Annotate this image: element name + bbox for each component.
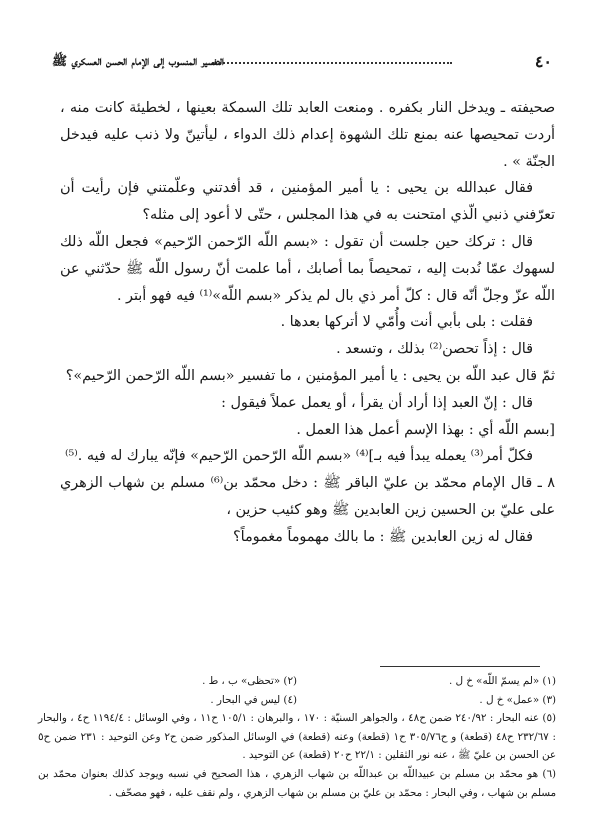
paragraph: قال : إذاً تحصن⁽²⁾ بذلك ، وتسعد . [336,341,533,358]
paragraph: [بسم اللّه أي : بهذا الإسم أعمل هذا العمل . [296,421,555,438]
footnote-row [38,691,556,710]
paragraph: فقال عبدالله بن يحيى : يا أمير المؤمنين ، قد أفدتني وعلّمتني فإن رأيت أن تعرّفني ذنبي الّذي امتحنت به في هذا المجلس ، حتّى لا أعود إلى مثله؟ [60,180,555,224]
footnote: (١) «لم يسمّ اللّه» خ ل . [448,675,556,687]
paragraph: ٨ ـ قال الإمام محمّد بن عليّ الباقر ﷺ : دخل محمّد بن⁽⁶⁾ مسلم بن شهاب الزهري على عليّ بن الحسين زين العابدين ﷺ وهو كئيب حزين ، [60,475,555,518]
paragraph: فقلت : بلى بأبي أنت وأُمّي لا أتركها بعدها . [280,314,533,331]
page-number: ٤٠ [534,52,552,71]
main-text [60,95,555,551]
footnotes [38,672,556,802]
footnote: (٥) عنه البحار : ٢٤٠/٩٢ ضمن ح٤٨ ، والجواهر السنيّة : ١٧٠ ، والبرهان : ١٠٥/١ ح١١ ، وفي الوسائل : ١١٩٤/٤ ح٤ ، والبحار : ٢٣٢/٦٧ ح٤٨ (قطعة) و ح٣٠٥/٧٦ ح١ (قطعة) وعنه (قطعة) في الوسائل المذكور ضمن ح٢ وعن التوحيد : ٢٣١ ضمن ح٥ عن الحسن بن عليّ ﷺ ، عنه نور الثقلين : ٢٢/١ ح٢٠ (قطعة) عن التوحيد . [38,712,557,762]
header-dotted-rule [212,62,452,64]
footnote: (٦) هو محمّد بن مسلم بن عبيداللّه بن عبداللّه بن شهاب الزهري ، هذا الصحيح في نسبه ويوجد كذلك بعنوان محمّد بن مسلم بن شهاب ، وفي البحار : محمّد بن عليّ بن مسلم بن شهاب الزهري ، ولم نقف عليه ، فهو مصحّف . [38,767,556,799]
paragraph: قال : تركك حين جلست أن تقول : «بسم اللّه الرّحمن الرّحيم» فجعل اللّه ذلك لسهوك عمّا نُدبت إليه ، تمحيصاً بما أصابك ، أما علمت أنّ رسول اللّه ﷺ حدّثني عن اللّه عزّ وجلّ أنّه قال : كلّ أمر ذي بال لم يذكر «بسم اللّه»⁽¹⁾ فيه فهو أبتر . [60,233,555,304]
footnote: (٤) ليس في البحار . [210,693,297,706]
paragraph: ثمّ قال عبد اللّه بن يحيى : يا أمير المؤمنين ، ما تفسير «بسم اللّه الرّحمن الرّحيم»؟ [65,367,555,384]
paragraph: صحيفته ـ ويدخل النار بكفره . ومنعت العابد تلك السمكة بعينها ، لخطيئة كانت منه ، أردت تمحيصها عنه بمنع تلك الشهوة إعدام ذلك الدواء ، ليأتينّ ولا ذنب عليه فيدخل الجنّة » . [60,100,555,170]
running-header [52,52,552,76]
paragraph: فكلّ أمر⁽³⁾ يعمله يبدأ فيه بـ]⁽⁴⁾ «بسم اللّه الرّحمن الرّحيم» فإنّه يبارك له فيه .⁽⁵⁾ [65,448,533,465]
footnote: (٣) «عمل» خ ل . [479,693,556,706]
paragraph: قال : إنّ العبد إذا أراد أن يقرأ ، أو يعمل عملاً فيقول : [221,394,533,411]
book-title: التفسير المنسوب إلى الإمام الحسن العسكري ﷺ [52,53,224,68]
footnote-row [38,672,556,691]
paragraph: فقال له زين العابدين ﷺ : ما بالك مهموماً مغموماً؟ [233,528,533,545]
footnote-separator [380,666,540,667]
footnote: (٢) «تحظى» ب ، ط . [202,675,297,687]
